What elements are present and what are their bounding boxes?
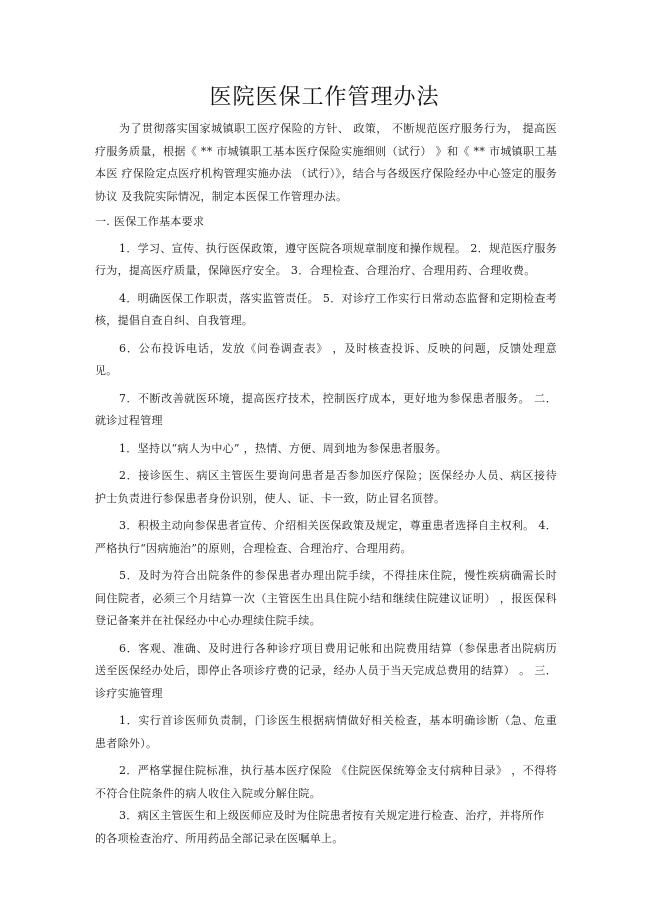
section-1-item-7: 7．不断改善就医环境，提高医疗技术，控制医疗成本，更好地为参保患者服务。 二．就诊过程管理 (95, 391, 557, 427)
section-3-item-3: 3．病区主管医生和上级医师应及时为住院患者按有关规定进行检查、治疗，并将所作 (119, 809, 545, 822)
section-2-item-2: 2．接诊医生、病区主管医生要询问患者是否参加医疗保险；医保经办人员、病区接待 护士负责进行参保患者身份识别，使人、证、卡一致，防止冒名顶替。 (95, 469, 557, 505)
section-2-item-1: 1．坚持以“病人为中心” ，热情、方便、周到地为参保患者服务。 (119, 441, 448, 455)
section-3-item-2: 2．严格掌握住院标准，执行基本医疗保险 《住院医保统筹金支付病种目录》 ，不得将不符合住院条件的病人收住入院或分解住院。 (95, 764, 557, 800)
section-1-item-6: 6．公布投诉电话，发放《问卷调查表》 ，及时核查投诉、反映的问题，反馈处理意见。 (95, 341, 557, 377)
document-body (95, 118, 557, 850)
section-2-item-3-4: 3．积极主动向参保患者宣传、介绍相关医保政策及规定，尊重患者选择自主权利。 4．严格执行“因病施治”的原则，合理检查、合理治疗、合理用药。 (95, 519, 557, 555)
section-3-item-3-continued: 的各项检查治疗、所用药品全部记录在医嘱单上。 (95, 831, 344, 845)
section-2-item-6: 6．客观、准确、及时进行各种诊疗项目费用记帐和出院费用结算（参保患者出院病历 送至医保经办处后，即停止各项诊疗费的记录，经办人员于当天完成总费用的结算） 。 三．诊疗实施管理 (95, 641, 557, 700)
intro-paragraph: 为了贯彻落实国家城镇职工医疗保险的方针、 政策， 不断规范医疗服务行为， 提高医疗服务质量，根据《 ** 市城镇职工基本医疗保险实施细则（试行） 》和《 ** 市城镇职工基本医 疗保险定点医疗机构管理实施办法 （试行）》，结合与各级医疗保险经办中心签定的服务协议 及我院实际情况，制定本医保工作管理办法。 (95, 122, 557, 203)
section-1-item-1-3: 1．学习、宣传、执行医保政策，遵守医院各项规章制度和操作规程。 2．规范医疗服务行为，提高医疗质量，保障医疗安全。 3．合理检查、合理治疗、合理用药、合理收费。 (95, 241, 557, 277)
section-1-item-4-5: 4．明确医保工作职责，落实监管责任。 5．对诊疗工作实行日常动态监督和定期检查考核，提倡自查自纠、自我管理。 (95, 291, 557, 327)
document-title: 医院医保工作管理办法 (209, 85, 440, 110)
section-3-item-1: 1．实行首诊医师负责制，门诊医生根据病情做好相关检查，基本明确诊断（急、危重 患者除外）。 (95, 714, 557, 750)
section-2-item-5: 5．及时为符合出院条件的参保患者办理出院手续，不得挂床住院，慢性疾病确需长时 间住院者，必须三个月结算一次（主管医生出具住院小结和继续住院建议证明） ，报医保科 登记备案并在社保经办中心办理续住院手续。 (95, 569, 557, 627)
section-1-heading: 一. 医保工作基本要求 (95, 215, 205, 228)
